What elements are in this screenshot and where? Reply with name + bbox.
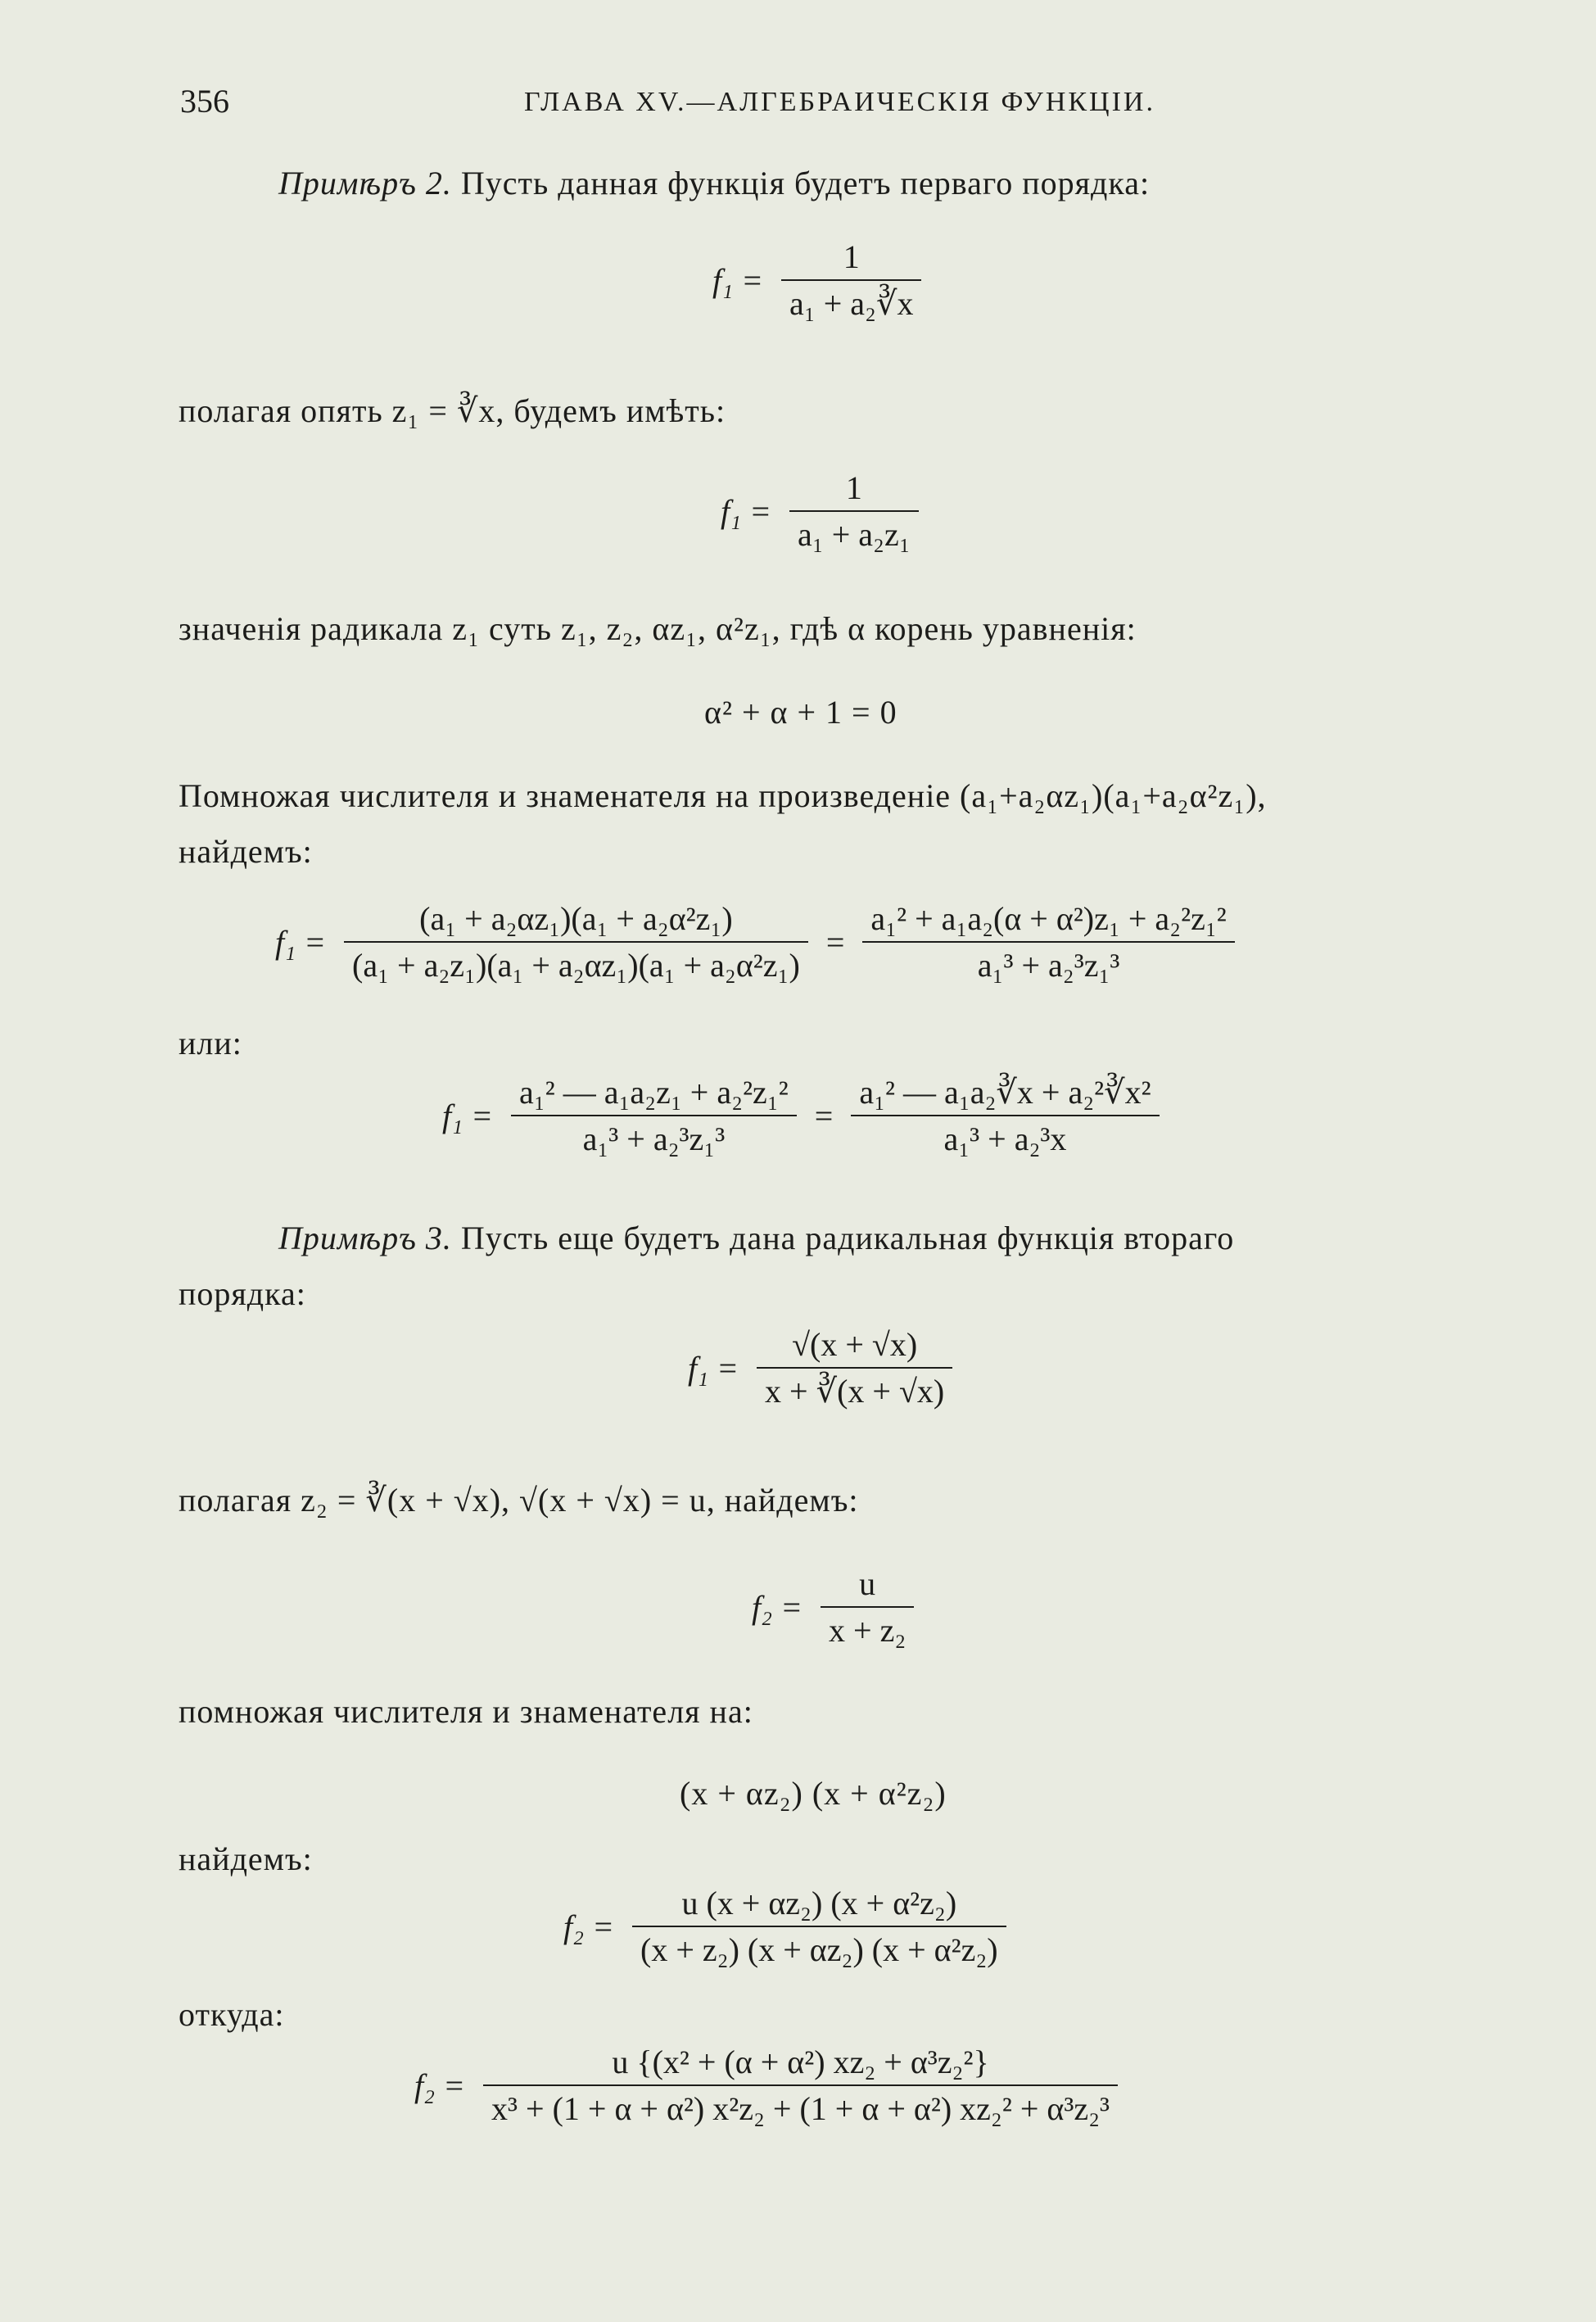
equation-10-numerator: u {(x² + (α + α²) xz₂ + α³z₂²}: [483, 2043, 1118, 2086]
equation-6-denominator: x + ∛(x + √x): [765, 1373, 945, 1410]
example-3-intro-line-2: порядка:: [179, 1275, 306, 1312]
equation-4-equals: =: [825, 923, 845, 961]
equation-2-denominator: a₁ + a₂z₁: [798, 516, 911, 553]
equation-1-lhs: f₁ =: [712, 261, 764, 299]
equation-5-denominator-1: a₁³ + a₂³z₁³: [582, 1120, 726, 1157]
equation-5-lhs: f₁ =: [442, 1097, 494, 1134]
equation-4-denominator-1: (a₁ + a₂z₁)(a₁ + a₂αz₁)(a₁ + a₂α²z₁): [352, 947, 800, 984]
equation-9-numerator: u (x + αz₂) (x + α²z₂): [632, 1884, 1006, 1927]
equation-4-fraction-2: [862, 899, 1234, 984]
example-2-intro: [278, 164, 1150, 203]
text-radical-values: значенія радикала z₁ суть z₁, z₂, αz₁, α²z₁, гдѣ α корень уравненія:: [179, 610, 1137, 647]
equation-10: [414, 2043, 1118, 2128]
equation-1-fraction: [781, 238, 921, 323]
equation-10-denominator: x³ + (1 + α + α²) x²z₂ + (1 + α + α²) xz₂² + α³z₂³: [491, 2090, 1110, 2127]
equation-4-fraction-1: [344, 899, 808, 984]
example-3-intro: [278, 1219, 1234, 1258]
equation-9-fraction: [632, 1884, 1006, 1969]
chapter-title: ГЛАВА XV.—АЛГЕБРАИЧЕСКІЯ ФУНКЦІИ.: [524, 87, 1155, 117]
equation-5-numerator-2: a₁² — a₁a₂∛x + a₂²∛x²: [851, 1073, 1159, 1116]
text-ili: или:: [179, 1025, 242, 1061]
equation-10-fraction: [483, 2043, 1118, 2128]
equation-6: [688, 1325, 952, 1410]
equation-4-lhs: f₁ =: [275, 923, 327, 961]
equation-5-equals: =: [814, 1097, 834, 1134]
equation-9-denominator: (x + z₂) (x + αz₂) (x + α²z₂): [640, 1931, 998, 1968]
equation-2-numerator: 1: [789, 468, 919, 512]
equation-2-fraction: [789, 468, 919, 554]
equation-1-numerator: 1: [781, 238, 921, 281]
page-number: 356: [180, 83, 229, 120]
equation-5-numerator-1: a₁² — a₁a₂z₁ + a₂²z₁²: [511, 1073, 797, 1116]
text-naidem: найдемъ:: [179, 1840, 313, 1877]
equation-9-lhs: f₂ =: [563, 1908, 615, 1945]
text-polagaya-2: полагая z₂ = ∛(x + √x), √(x + √x) = u, найдемъ:: [179, 1482, 859, 1519]
text-polagaya-1: полагая опять z₁ = ∛x, будемъ имѣть:: [179, 392, 726, 429]
equation-4: [275, 899, 1235, 984]
example-3-label: Примѣръ 3.: [278, 1220, 452, 1256]
equation-4-numerator-1: (a₁ + a₂αz₁)(a₁ + a₂α²z₁): [344, 899, 808, 943]
equation-7-numerator: u: [821, 1564, 914, 1608]
equation-4-denominator-2: a₁³ + a₂³z₁³: [977, 947, 1120, 984]
text-multiply-1-line-2: найдемъ:: [179, 833, 313, 870]
equation-6-numerator: √(x + √x): [757, 1325, 952, 1369]
equation-8: (x + αz₂) (x + α²z₂): [680, 1775, 947, 1812]
equation-1-denominator: a₁ + a₂∛x: [789, 285, 914, 322]
equation-6-fraction: [757, 1325, 952, 1410]
example-2-text: Пусть данная функція будетъ перваго порядка:: [451, 165, 1151, 201]
equation-1: [712, 238, 921, 323]
equation-5-fraction-2: [851, 1073, 1159, 1158]
text-otkuda: откуда:: [179, 1996, 285, 2033]
equation-2-lhs: f₁ =: [721, 492, 772, 530]
text-multiply-2: помножая числителя и знаменателя на:: [179, 1693, 753, 1730]
equation-7-fraction: [821, 1564, 914, 1650]
equation-5: [442, 1073, 1160, 1158]
equation-5-fraction-1: [511, 1073, 797, 1158]
equation-7: [752, 1564, 914, 1650]
equation-2: [721, 468, 919, 554]
equation-6-lhs: f₁ =: [688, 1349, 739, 1387]
equation-3: α² + α + 1 = 0: [704, 694, 897, 731]
equation-10-lhs: f₂ =: [414, 2066, 466, 2104]
equation-9: [563, 1884, 1006, 1969]
example-2-label: Примѣръ 2.: [278, 165, 452, 201]
equation-5-denominator-2: a₁³ + a₂³x: [943, 1120, 1067, 1157]
equation-7-denominator: x + z₂: [829, 1612, 907, 1649]
equation-7-lhs: f₂ =: [752, 1588, 803, 1626]
example-3-text: Пусть еще будетъ дана радикальная функція втораго: [451, 1220, 1235, 1256]
equation-4-numerator-2: a₁² + a₁a₂(α + α²)z₁ + a₂²z₁²: [862, 899, 1234, 943]
text-multiply-1-line-1: Помножая числителя и знаменателя на произведеніе (a₁+a₂αz₁)(a₁+a₂α²z₁),: [179, 777, 1267, 814]
